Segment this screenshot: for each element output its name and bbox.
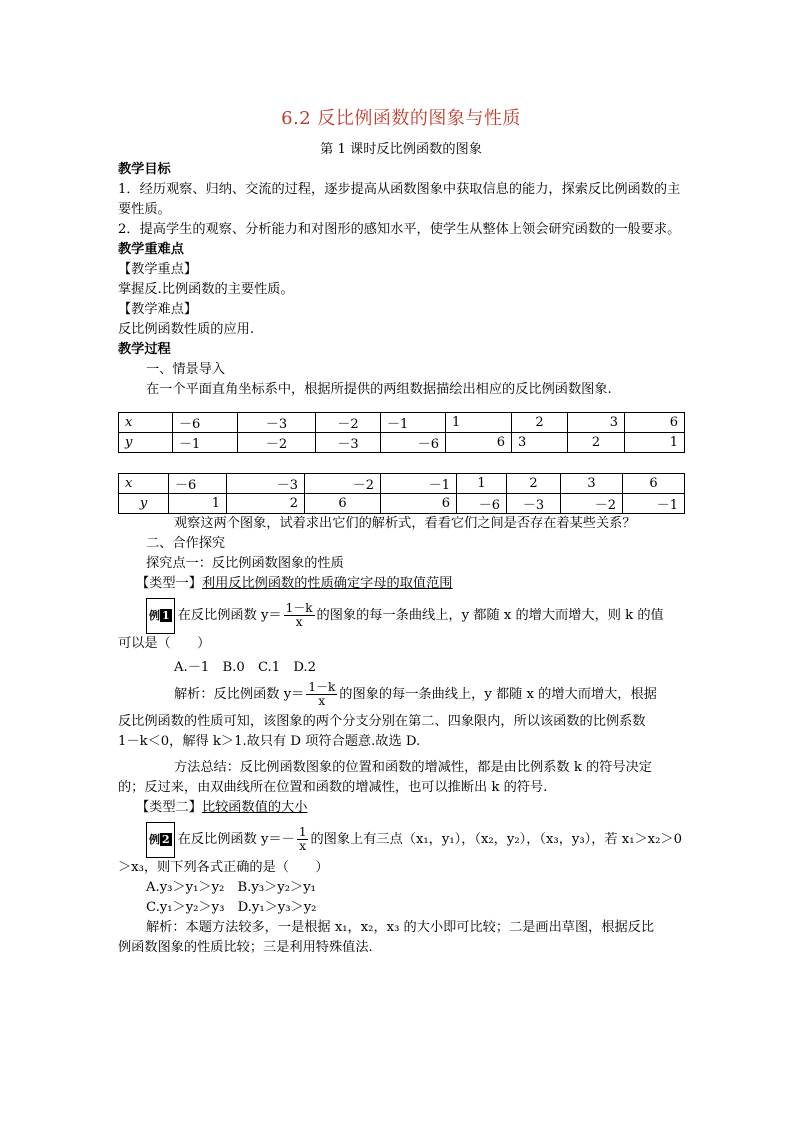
fraction [284,602,315,629]
table-cell: 2 [507,474,561,494]
example-badge-text: 例 [149,833,160,846]
key-point: 掌握反.比例函数的主要性质。 [118,282,294,297]
example-badge-number: 1 [162,609,170,622]
table-cell: －3 [316,433,381,453]
analysis-post: 的图象的每一条曲线上，y 都随 x 的增大而增大，根据 [339,687,657,702]
type1-heading [118,574,684,594]
example-1-cont: 可以是（ ） [118,636,211,651]
table-row [119,474,685,494]
table-cell: －6 [457,494,507,514]
example-1-pre: 在反比例函数 y＝ [177,608,282,623]
fraction [306,681,337,708]
example-1-analysis [118,678,684,712]
data-table-1 [118,412,685,453]
observe-text: 观察这两个图象，试着求出它们的解析式，看看它们之间是否存在着某些关系？ [174,516,636,531]
table-cell: －1 [173,433,238,453]
type2-heading [118,798,684,818]
table-cell: －3 [227,474,305,494]
document-page [118,104,684,958]
page-title: 6.2 反比例函数的图象与性质 [281,108,521,129]
fraction-numerator: 1 [298,825,307,839]
table-cell: 3 [561,474,623,494]
difficulty-label: 【教学难点】 [118,302,198,317]
data-table-2 [118,473,685,514]
example-2-analysis-2: 例函数图象的性质比较；三是利用特殊值法. [118,940,373,955]
example-2-post: 的图象上有三点（x₁，y₁），（x₂，y₂），（x₃，y₃），若 x₁＞x₂＞0 [310,832,682,847]
example-1-post: 的图象的每一条曲线上，y 都随 x 的增大而增大，则 k 的值 [316,608,664,623]
example-2-pre: 在反比例函数 y＝－ [177,832,295,847]
example-badge [146,822,175,858]
table-cell: 2 [512,413,568,433]
table-cell: －1 [381,413,446,433]
table-cell: －6 [381,433,446,453]
fraction-numerator: 1－k [285,601,313,615]
explore-heading: 二、合作探究 [146,536,226,551]
table-cell: 6 [381,494,457,514]
goal-2: 2．提高学生的观察、分析能力和对图形的感知水平，使学生从整体上领会研究函数的一般要求。 [118,222,681,237]
table-cell: 3 [568,413,625,433]
example-badge [146,598,175,634]
fraction-denominator: x [295,615,303,629]
lesson-subtitle: 第 1 课时反比例函数的图象 [320,142,482,157]
goals-heading: 教学目标 [118,162,171,177]
table-cell: 1 [169,494,227,514]
table-cell: －1 [381,474,457,494]
table-cell: 1 [625,433,685,453]
fraction-numerator: 1－k [308,680,336,694]
table-cell: 6 [305,494,381,514]
table-cell: 1 [446,413,512,433]
key-point-label: 【教学重点】 [118,262,198,277]
table-cell: 1 [457,474,507,494]
analysis-pre: 解析：反比例函数 y＝ [174,687,305,702]
table-row [119,433,685,453]
example-badge-text: 例 [149,609,160,622]
process-heading: 教学过程 [118,342,171,357]
table-cell: y [119,494,169,514]
example-badge-number: 2 [162,833,170,846]
type1-title: 利用反比例函数的性质确定字母的取值范围 [201,576,453,591]
method-summary-1: 方法总结：反比例函数图象的位置和函数的增减性，都是由比例系数 k 的符号决定 [174,760,652,775]
fraction-denominator: x [318,694,326,708]
difficulty: 反比例函数性质的应用. [118,322,255,337]
key-heading: 教学重难点 [118,242,184,257]
example-2-options-ab: A.y₃＞y₁＞y₂ B.y₃＞y₂＞y₁ [146,880,316,895]
table-cell: x [119,413,173,433]
table-cell: －2 [305,474,381,494]
example-1-analysis-3: 1－k＜0，解得 k＞1.故只有 D 项符合题意.故选 D. [118,734,421,749]
type1-label: 【类型一】 [136,576,202,591]
table-cell: 2 [227,494,305,514]
table-cell: －3 [238,413,316,433]
table-cell: －2 [561,494,623,514]
intro-text: 在一个平面直角坐标系中，根据所提供的两组数据描绘出相应的反比例函数图象. [146,382,612,397]
type2-title: 比较函数值的大小 [201,800,308,815]
table-cell: －6 [173,413,238,433]
table-cell: y [119,433,173,453]
table-cell: －1 [623,494,685,514]
table-row [119,494,685,514]
example-1-analysis-2: 反比例函数的性质可知，该图象的两个分支分别在第二、四象限内，所以该函数的比例系数 [118,714,646,729]
table-cell: －2 [316,413,381,433]
example-2-cont: ＞x₃，则下列各式正确的是（ ） [118,860,329,875]
method-summary-2: 的；反过来，由双曲线所在位置和函数的增减性，也可以推断出 k 的符号. [118,780,548,795]
table-cell: 6 [623,474,685,494]
example-2-options-cd: C.y₁＞y₂＞y₃ D.y₁＞y₃＞y₂ [146,900,317,915]
table-cell: 2 [568,433,625,453]
example-1 [118,598,684,634]
fraction-denominator: x [299,839,307,853]
intro-heading: 一、情景导入 [146,362,226,377]
explore-point: 探究点一：反比例函数图象的性质 [146,556,344,571]
table-cell: －6 [169,474,227,494]
example-1-options: A.－1 B.0 C.1 D.2 [174,660,317,675]
table-cell: 3 [512,433,568,453]
table-cell: x [119,474,169,494]
example-2 [118,822,684,858]
table-cell: －2 [238,433,316,453]
type2-label: 【类型二】 [136,800,202,815]
table-cell: －3 [507,494,561,514]
fraction [297,826,309,853]
goal-1: 1．经历观察、归纳、交流的过程，逐步提高从函数图象中获取信息的能力，探索反比例函数的主要性质。 [118,182,681,217]
table-cell: 6 [446,433,512,453]
table-cell: 6 [625,413,685,433]
table-row [119,413,685,433]
example-2-analysis-1: 解析：本题方法较多，一是根据 x₁，x₂，x₃ 的大小即可比较；二是画出草图，根据反比 [146,920,655,935]
